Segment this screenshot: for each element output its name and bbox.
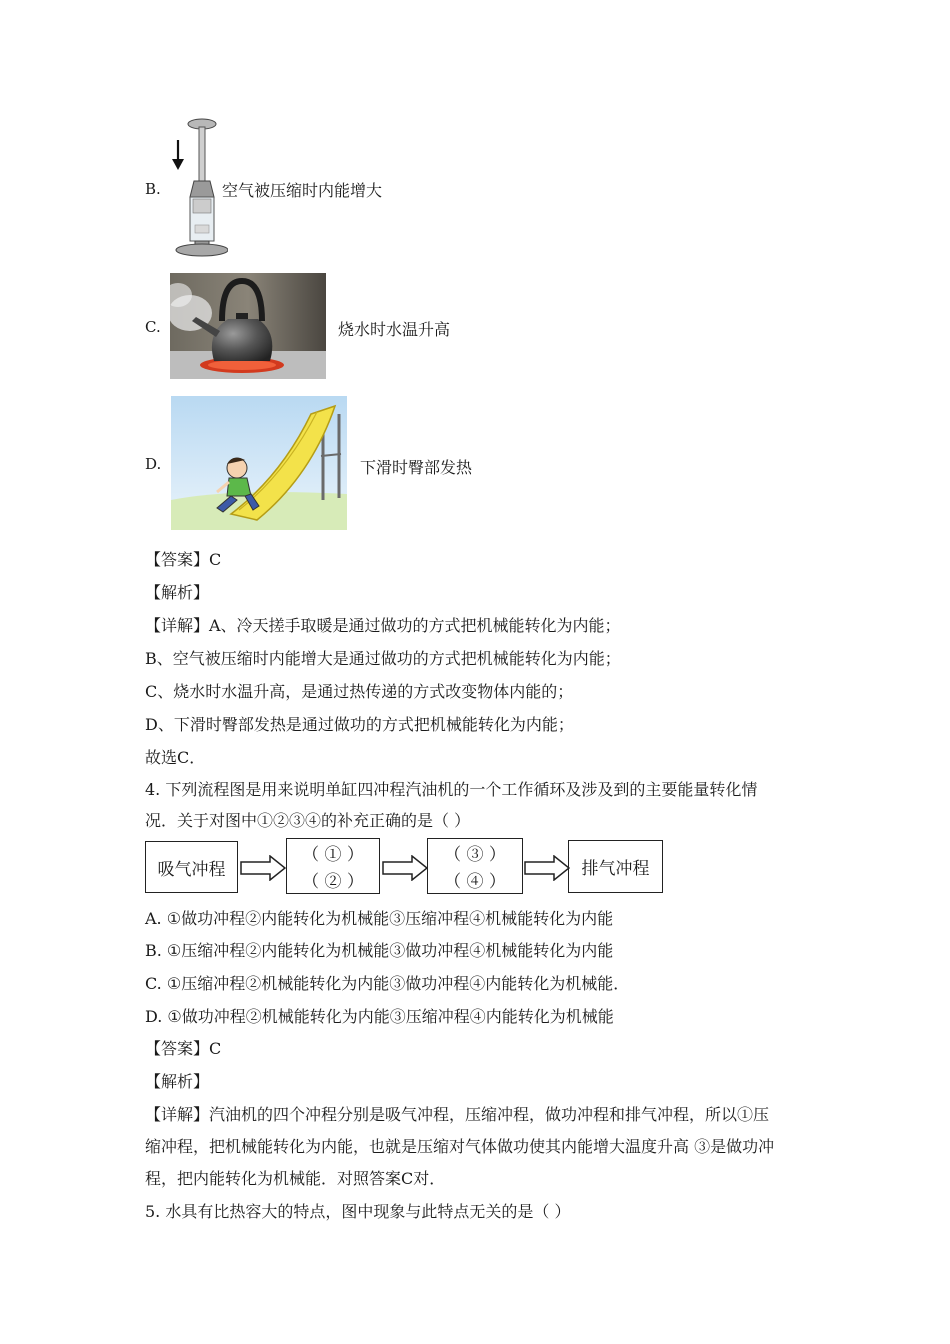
flow-arrow-2-icon (382, 855, 428, 881)
q4-detail-line-2: 缩冲程，把机械能转化为内能，也就是压缩对气体做功使其内能增大温度升高 ③是做功冲 (145, 1137, 775, 1156)
q3-detail-line-4: D、下滑时臀部发热是通过做功的方式把机械能转化为内能； (145, 715, 574, 734)
option-d-caption: 下滑时臀部发热 (360, 458, 473, 477)
q3-analysis: 【解析】 (145, 583, 210, 602)
q4-option-c[interactable]: C. ①压缩冲程②机械能转化为内能③做功冲程④内能转化为机械能． (145, 974, 630, 993)
flow-blank-3: （ ③ ） (444, 845, 506, 866)
q3-detail-line-1: 【详解】A、冷天搓手取暖是通过做功的方式把机械能转化为内能； (145, 616, 621, 635)
kettle-on-stove-icon (170, 273, 326, 383)
flow-box-step-1-2 (286, 838, 380, 894)
q4-option-d[interactable]: D. ①做功冲程②机械能转化为内能③压缩冲程④内能转化为机械能 (145, 1007, 614, 1026)
flow-blank-1: （ ① ） (302, 845, 364, 866)
flow-box-step-3-4 (427, 838, 523, 894)
flow-arrow-1-icon (240, 855, 286, 881)
flow-blank-2: （ ② ） (302, 871, 364, 892)
q4-stem-line-2: 况．关于对图中①②③④的补充正确的是（ ） (145, 811, 471, 830)
q3-detail-line-2: B、空气被压缩时内能增大是通过做功的方式把机械能转化为内能； (145, 649, 621, 668)
q3-detail-line-3: C、烧水时水温升高，是通过热传递的方式改变物体内能的； (145, 682, 574, 701)
air-compression-syringe-icon (168, 115, 228, 264)
q4-stem-line-1: 4. 下列流程图是用来说明单缸四冲程汽油机的一个工作循环及涉及到的主要能量转化情 (145, 780, 758, 799)
q4-option-b[interactable]: B. ①压缩冲程②内能转化为机械能③做功冲程④机械能转化为内能 (145, 941, 614, 960)
option-b-letter: B. (145, 180, 161, 198)
option-c-caption: 烧水时水温升高 (338, 320, 451, 339)
q4-analysis: 【解析】 (145, 1072, 210, 1091)
child-on-slide-icon (171, 396, 347, 534)
q4-option-a[interactable]: A. ①做功冲程②内能转化为机械能③压缩冲程④机械能转化为内能 (145, 909, 614, 928)
option-d-letter: D. (145, 455, 162, 473)
q5-stem: 5. 水具有比热容大的特点，图中现象与此特点无关的是（ ） (145, 1202, 571, 1221)
q4-detail-line-3: 程，把内能转化为机械能．对照答案C对． (145, 1169, 446, 1188)
flow-box-exhaust-stroke: 排气冲程 (568, 840, 663, 893)
option-b-caption: 空气被压缩时内能增大 (222, 181, 383, 200)
q3-conclusion: 故选C． (145, 748, 206, 767)
q4-detail-line-1: 【详解】汽油机的四个冲程分别是吸气冲程，压缩冲程，做功冲程和排气冲程，所以①压 (145, 1105, 770, 1124)
flow-arrow-3-icon (524, 855, 570, 881)
option-c-letter: C. (145, 318, 161, 336)
flow-box-intake-stroke: 吸气冲程 (145, 841, 238, 893)
q4-answer: 【答案】C (145, 1039, 222, 1058)
flow-blank-4: （ ④ ） (444, 871, 506, 892)
q3-answer: 【答案】C (145, 550, 222, 569)
